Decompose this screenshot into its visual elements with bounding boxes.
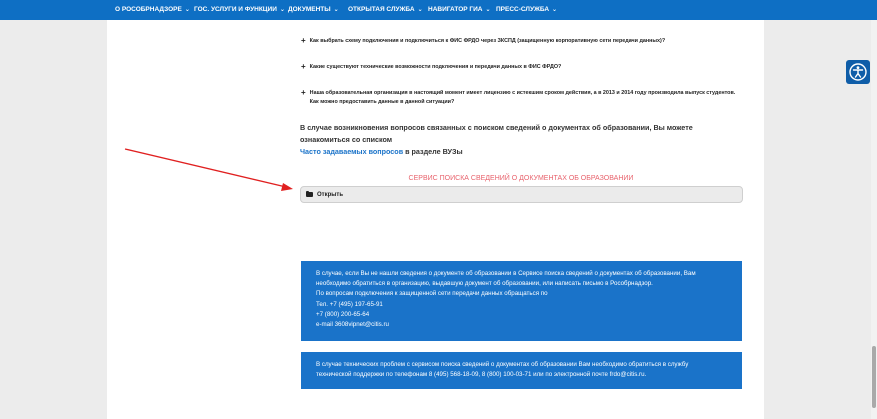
box-text: По вопросам подключения к защищенной сети передачи данных обращаться по — [316, 290, 548, 298]
nav-item-label: ГОС. УСЛУГИ И ФУНКЦИИ — [194, 6, 277, 13]
nav-item-label: О РОСОБРНАДЗОРЕ — [115, 6, 182, 13]
nav-item-label: ДОКУМЕНТЫ — [288, 6, 331, 13]
nav-item-label: ПРЕСС-СЛУЖБА — [496, 6, 550, 13]
chevron-down-icon: ⌄ — [485, 7, 491, 13]
accessibility-icon — [849, 63, 867, 81]
faq-link[interactable]: Часто задаваемых вопросов — [300, 147, 404, 156]
box-text: технической поддержки по телефонам 8 (495) 568-18-09, 8 (800) 100-03-71 или по электронной почте frdo@citis.ru. — [316, 371, 647, 379]
open-label: Открыть — [317, 191, 344, 198]
plus-icon: + — [301, 36, 306, 45]
nav-item-label: НАВИГАТОР ГИА — [428, 6, 483, 13]
faq-question-line: Как можно предоставить данные в данной ситуации? — [309, 99, 455, 105]
accessibility-button[interactable] — [846, 60, 870, 84]
info-text-after: в разделе ВУЗы — [405, 147, 463, 156]
chevron-down-icon: ⌄ — [184, 7, 190, 13]
plus-icon: + — [301, 88, 306, 97]
service-title: СЕРВИС ПОИСКА СВЕДЕНИЙ О ДОКУМЕНТАХ ОБ ОБРАЗОВАНИИ — [408, 175, 634, 182]
chevron-down-icon: ⌄ — [333, 7, 339, 13]
chevron-down-icon: ⌄ — [279, 7, 285, 13]
faq-question-line: Наша образовательная организация в настоящий момент имеет лицензию с истекшим сроком действия, а в 2013 и 2014 году производила выпуск студентов. — [309, 90, 736, 96]
chevron-down-icon: ⌄ — [552, 7, 558, 13]
email-address: e-mail 3608vipnet@citis.ru — [316, 321, 389, 329]
chevron-down-icon: ⌄ — [417, 7, 423, 13]
nav-item-label: ОТКРЫТАЯ СЛУЖБА — [348, 6, 415, 13]
box-text: В случае технических проблем с сервисом поиска сведений о документах об образовании Вам необходимо обратиться в службу — [316, 361, 689, 368]
scrollbar-thumb[interactable] — [872, 346, 876, 408]
phone-number: +7 (800) 200-65-64 — [316, 310, 370, 318]
info-text: В случае возникновения вопросов связанных с поиском сведений о документах об образовании, Вы можете ознакомиться со списком — [300, 123, 693, 144]
box-text: необходимо обратиться в организацию, выдавшую документ об образовании, или написать письмо в Рособрнадзор. — [316, 280, 653, 288]
plus-icon: + — [301, 62, 306, 71]
phone-number: Тел. +7 (495) 197-65-91 — [316, 300, 383, 308]
faq-question: Как выбрать схему подключения и подключиться к ФИС ФРДО через ЗКСПД (защищенную корпоративную сети передачи данных)? — [309, 38, 666, 44]
faq-question: Какие существуют технические возможности подключения и передачи данных в ФИС ФРДО? — [309, 64, 562, 70]
box-text: В случае, если Вы не нашли сведения о документе об образовании в Сервисе поиска сведений о документах об образовании, Вам — [316, 270, 696, 277]
page-scrollbar[interactable] — [871, 20, 877, 419]
